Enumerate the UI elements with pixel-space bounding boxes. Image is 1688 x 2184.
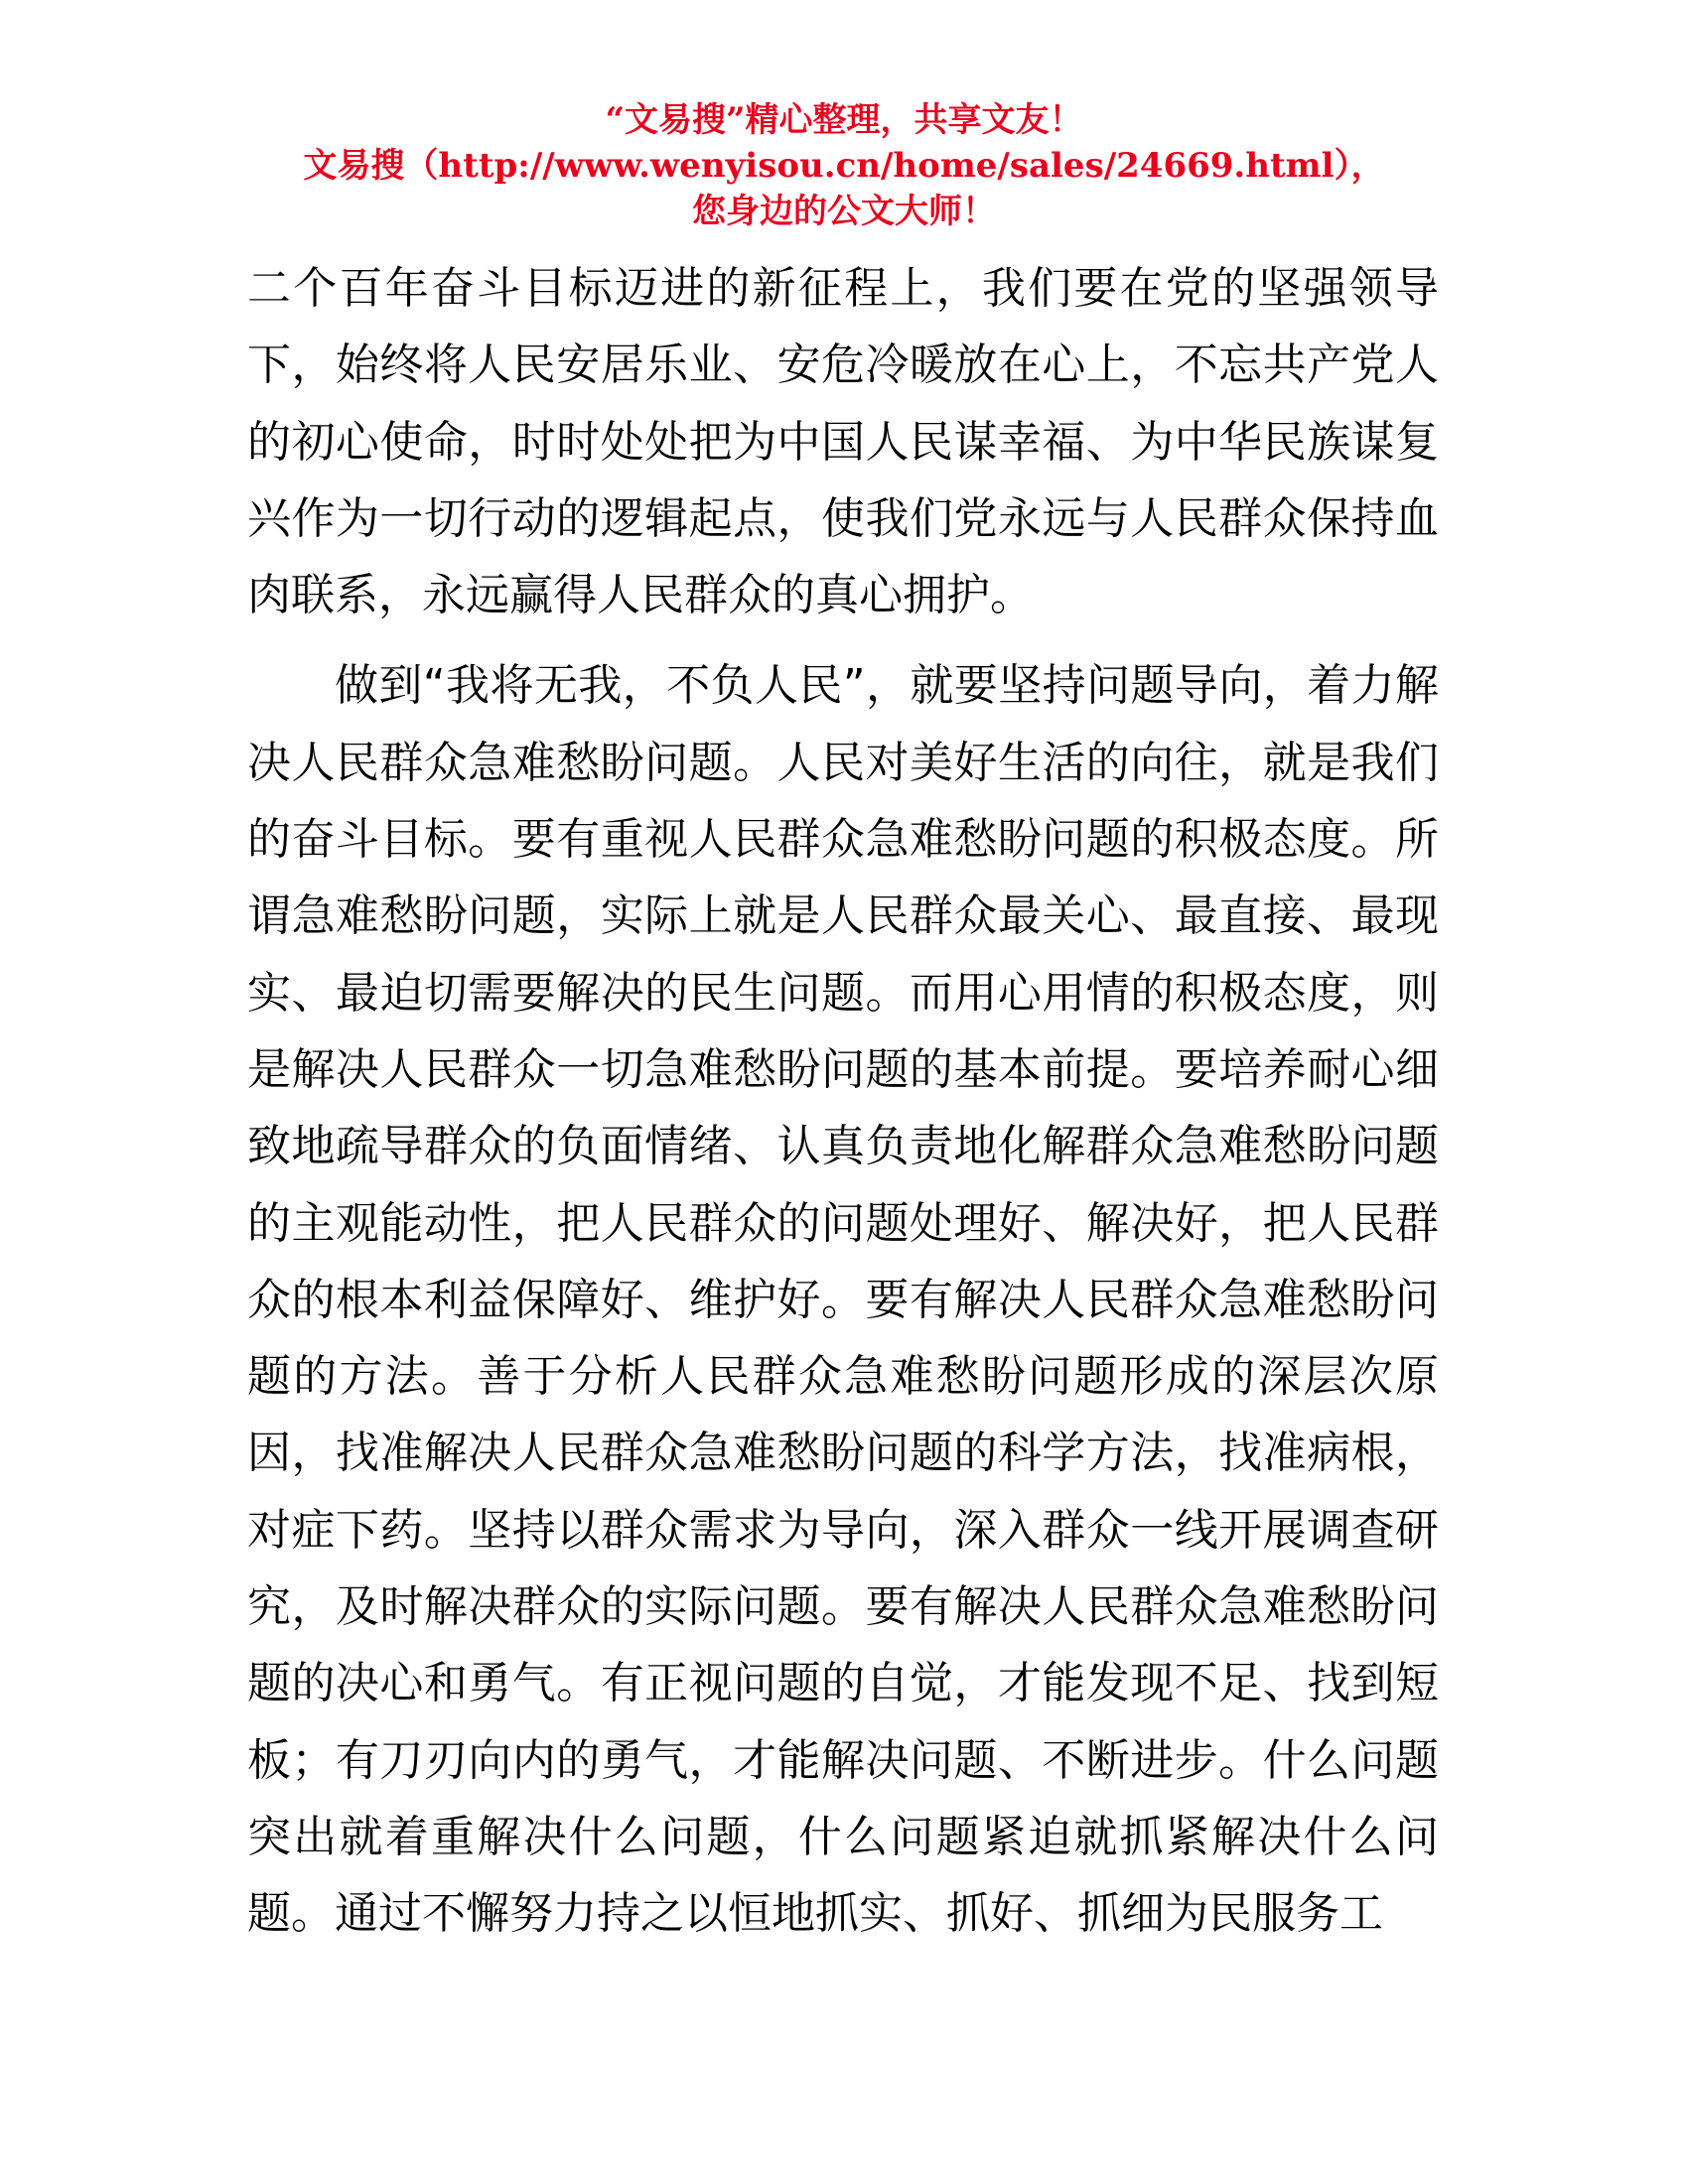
document-body bbox=[247, 250, 1439, 1953]
header-line-3: 您身边的公文大师！ bbox=[692, 192, 996, 231]
paragraph-1: 二个百年奋斗目标迈进的新征程上，我们要在党的坚强领导下，始终将人民安居乐业、安危冷暖放在心上，不忘共产党人的初心使命，时时处处把为中国人民谋幸福、为中华民族谋复兴作为一切行动的逻辑起点，使我们党永远与人民群众保持血肉联系，永远赢得人民群众的真心拥护。 bbox=[247, 263, 1439, 621]
paragraph-2: 做到“我将无我，不负人民”，就要坚持问题导向，着力解决人民群众急难愁盼问题。人民对美好生活的向往，就是我们的奋斗目标。要有重视人民群众急难愁盼问题的积极态度。所谓急难愁盼问题，实际上就是人民群众最关心、最直接、最现实、最迫切需要解决的民生问题。而用心用情的积极态度，则是解决人民群众一切急难愁盼问题的基本前提。要培养耐心细致地疏导群众的负面情绪、认真负责地化解群众急难愁盼问题的主观能动性，把人民群众的问题处理好、解决好，把人民群众的根本利益保障好、维护好。要有解决人民群众急难愁盼问题的方法。善于分析人民群众急难愁盼问题形成的深层次原因，找准解决人民群众急难愁盼问题的科学方法，找准病根，对症下药。坚持以群众需求为导向，深入群众一线开展调查研究，及时解决群众的实际问题。要有解决人民群众急难愁盼问题的决心和勇气。有正视问题的自觉，才能发现不足、找到短板；有刀刃向内的勇气，才能解决问题、不断进步。什么问题突出就着重解决什么问题，什么问题紧迫就抓紧解决什么问题。通过不懈努力持之以恒地抓实、抓好、抓细为民服务工 bbox=[247, 660, 1439, 1940]
header-line-1: “文易搜”精心整理，共享文友！ bbox=[605, 100, 1083, 140]
watermark-header bbox=[0, 97, 1688, 234]
header-line-2: 文易搜（http://www.wenyisou.cn/home/sales/24669.html）， bbox=[303, 146, 1385, 186]
